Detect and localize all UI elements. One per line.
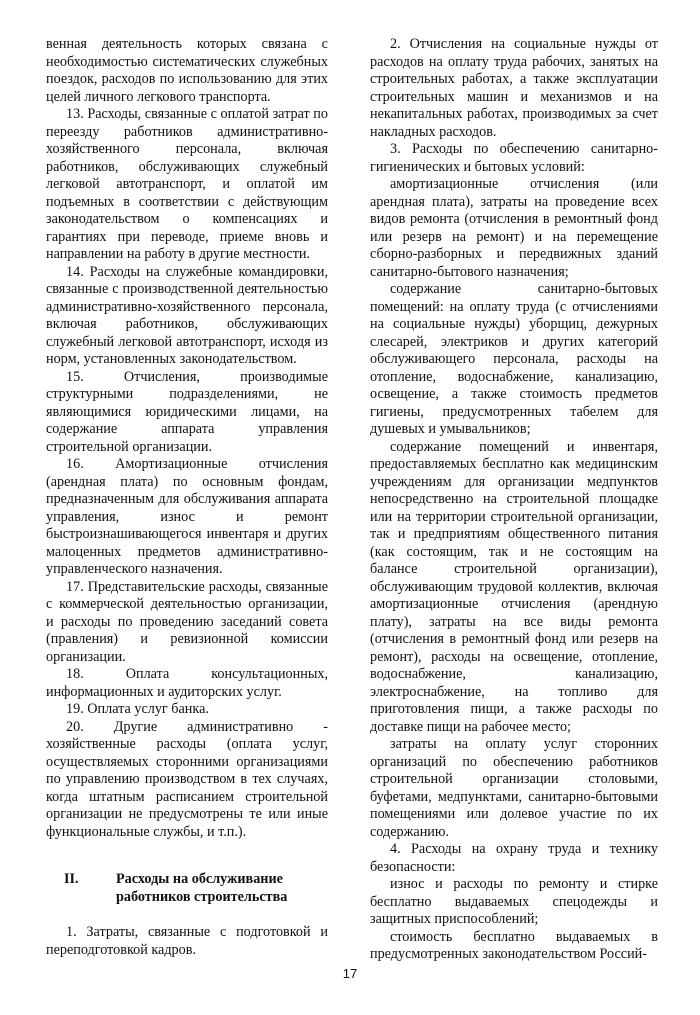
paragraph-item-20: 20. Другие административно - хозяйственные расходы (оплата услуг, осуществляемых сторонними организациями по управлению производством в тех случаях, когда штатным расписанием строительной организации не предусмотрены те или иные функциональные службы, и т.п.). bbox=[46, 718, 328, 840]
paragraph-item-3-premises-inventory: содержание помещений и инвентаря, предоставляемых бесплатно как медицинским учреждениям для организации медпунктов непосредственно на строительной площадке или на территории строительной организации, так и предприятиям общественного питания (как состоящим, так и не состоящим на балансе строительной организации), обслуживающим трудовой коллектив, включая амортизационные отчисления (арендную плату), затраты на все виды ремонта (отчисления в ремонтный фонд или резерв на ремонт), расходы на освещение, отопление, водоснабжение, канализацию, электроснабжение, на топливо для приготовления пищи, а также расходы по доставке пищи на рабочее место; bbox=[370, 438, 658, 735]
paragraph-item-3-depreciation: амортизационные отчисления (или арендная плата), затраты на проведение всех видов ремонта (отчисления в ремонтный фонд или резерв на ремонт) и на перемещение сборно-разборных и передвижных зданий санитарно-бытового назначения; bbox=[370, 176, 658, 280]
paragraph-item-4-free-issued: стоимость бесплатно выдаваемых в предусмотренных законодательством Россий- bbox=[370, 928, 658, 962]
paragraph-item-15: 15. Отчисления, производимые структурными подразделениями, не являющимися юридическими лицами, на содержание аппарата управления строительной организации. bbox=[46, 368, 328, 455]
section-heading bbox=[46, 871, 328, 906]
page-number: 17 bbox=[342, 966, 358, 981]
paragraph-item-3-third-party-services: затраты на оплату услуг сторонних организаций по обеспечению работников строительной организации столовыми, буфетами, медпунктами, санитарно-бытовыми помещениями или долевое участие по их содержанию. bbox=[370, 736, 658, 840]
paragraph-item-14: 14. Расходы на служебные командировки, связанные с производственной деятельностью административно-хозяйственного персонала, включая работников, обслуживающих служебный легковой автотранспорт, исходя из норм, установленных законодательством. bbox=[46, 263, 328, 367]
paragraph-section2-item-1: 1. Затраты, связанные с подготовкой и переподготовкой кадров. bbox=[46, 924, 328, 958]
section-title: Расходы на обслуживание работников строительства bbox=[116, 871, 288, 905]
paragraph-item-16: 16. Амортизационные отчисления (арендная плата) по основным фондам, предназначенным для обслуживания аппарата управления, износ и ремонт быстроизнашивающегося инвентаря и других малоценных предметов административно-управленческого назначения. bbox=[46, 456, 328, 577]
paragraph-item-17: 17. Представительские расходы, связанные с коммерческой деятельностью организации, и расходы по проведению заседаний совета (правления) и ревизионной комиссии организации. bbox=[46, 578, 328, 665]
paragraph-item-19: 19. Оплата услуг банка. bbox=[66, 701, 209, 717]
paragraph-item-18: 18. Оплата консультационных, информационных и аудиторских услуг. bbox=[46, 666, 328, 700]
paragraph-item-3: 3. Расходы по обеспечению санитарно-гигиенических и бытовых условий: bbox=[370, 141, 658, 175]
paragraph-item-2: 2. Отчисления на социальные нужды от расходов на оплату труда рабочих, занятых на строительных работах, а также эксплуатации строительных машин и механизмов и на некапитальных работах, производимых за счет накладных расходов. bbox=[370, 36, 658, 140]
paragraph-item-4: 4. Расходы на охрану труда и технику безопасности: bbox=[370, 841, 658, 875]
paragraph-item-4-workwear: износ и расходы по ремонту и стирке бесплатно выдаваемых спецодежды и защитных приспособлений; bbox=[370, 876, 658, 927]
right-column bbox=[370, 36, 658, 964]
paragraph-item-3-sanitary-premises: содержание санитарно-бытовых помещений: на оплату труда (с отчислениями на социальные нужды) уборщиц, дежурных слесарей, электриков и других категорий обслуживающего персонала, расходы на отопление, водоснабжение, канализацию, освещение, а также стоимость предметов гигиены, предусмотренных табелем для душевых и умывальников; bbox=[370, 281, 658, 437]
paragraph-item-13: 13. Расходы, связанные с оплатой затрат по переезду работников административно-хозяйственного персонала, включая работников, обслуживающих служебный легковой автотранспорт, и оплатой им подъемных в соответствии с действующим законодательством о компенсациях и гарантиях при переводе, приеме вновь и направлении на работу в другие местности. bbox=[46, 106, 328, 262]
section-number: II. bbox=[64, 871, 79, 887]
paragraph-intro-continued: венная деятельность которых связана с необходимостью систематических служебных поездок, расходов по использованию для этих целей личного легкового транспорта. bbox=[46, 36, 328, 105]
left-column bbox=[46, 36, 328, 959]
